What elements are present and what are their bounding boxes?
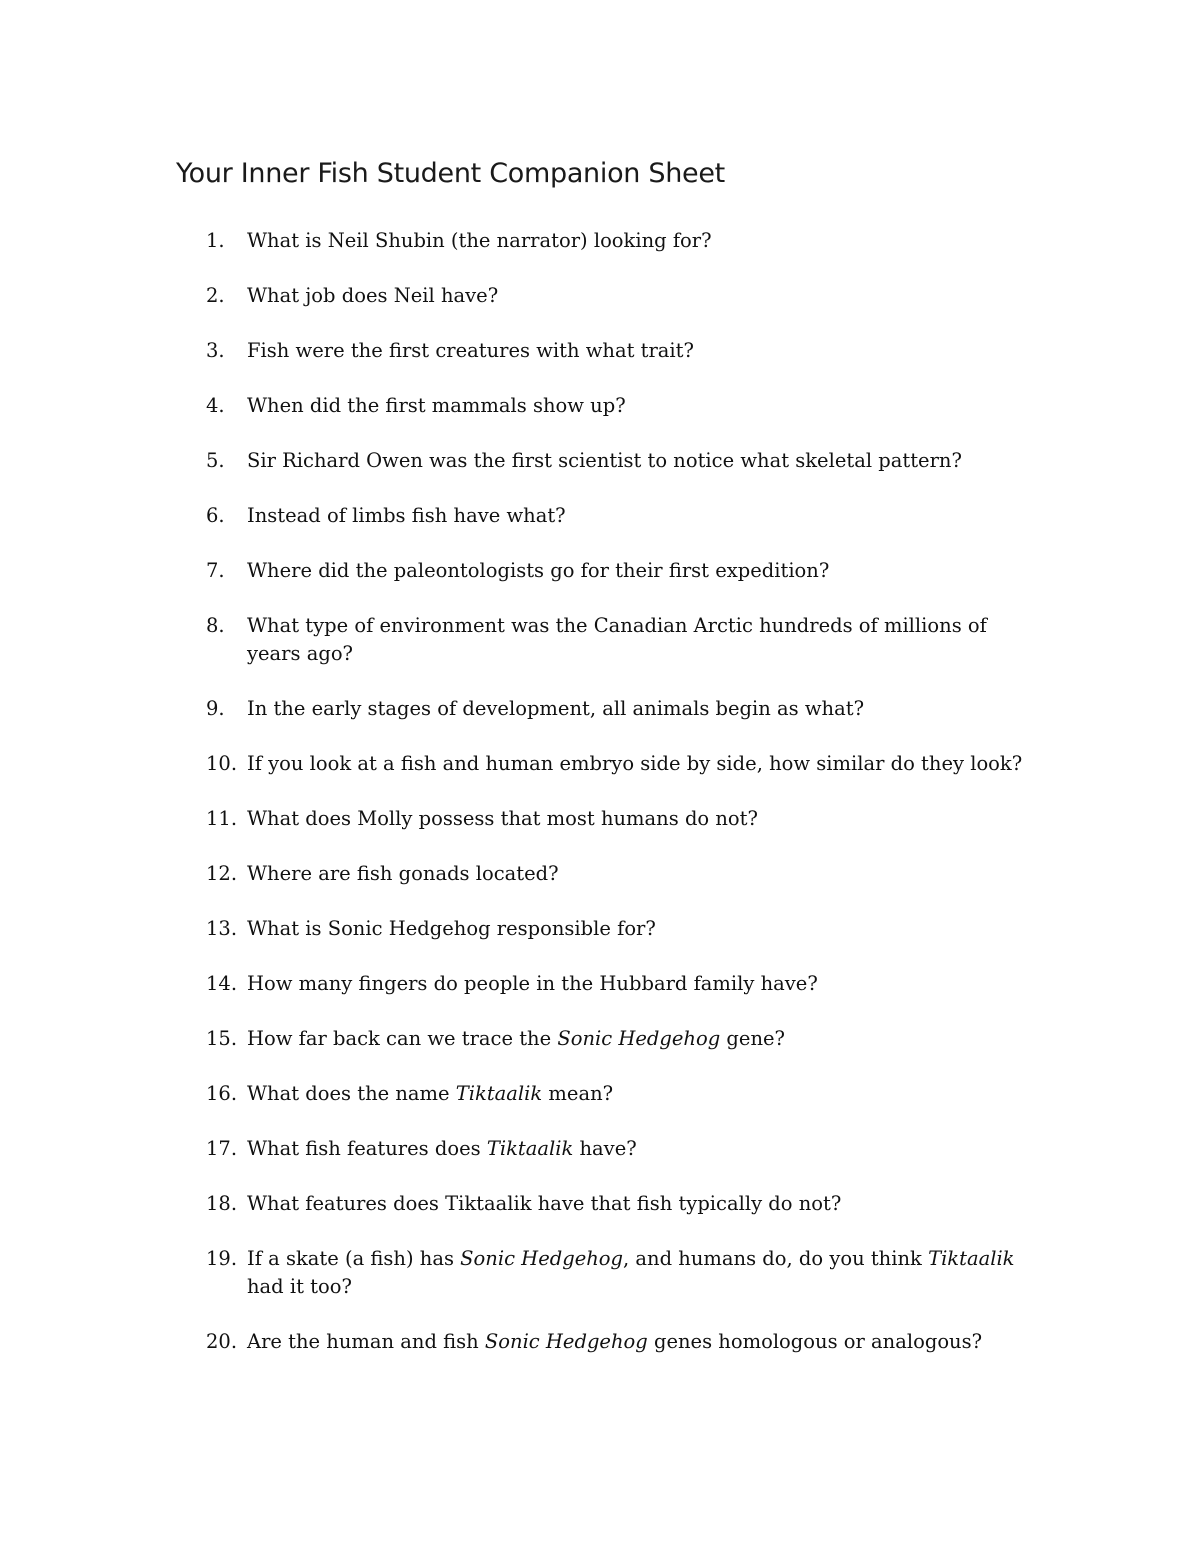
question-item <box>206 970 1026 998</box>
question-text-segment: Instead of limbs fish have what? <box>247 504 566 527</box>
page-title: Your Inner Fish Student Companion Sheet <box>176 158 725 189</box>
question-text-segment: mean? <box>542 1082 614 1105</box>
question-text <box>247 1027 785 1050</box>
question-text <box>247 697 864 720</box>
question-number: 17. <box>206 1137 238 1160</box>
question-number: 12. <box>206 862 238 885</box>
question-number: 3. <box>206 339 225 362</box>
question-text <box>247 807 758 830</box>
question-text-segment: , and humans do, do you think <box>623 1247 929 1270</box>
question-number: 5. <box>206 449 225 472</box>
question-text-segment: genes homologous or analogous? <box>647 1330 983 1353</box>
question-text-segment: What does the name <box>247 1082 456 1105</box>
question-text <box>247 614 987 665</box>
question-text-italic: Tiktaalik <box>928 1247 1015 1270</box>
question-number: 10. <box>206 752 238 775</box>
question-text-segment: If a skate (a fish) has <box>247 1247 461 1270</box>
question-text-segment: What is Neil Shubin (the narrator) looking for? <box>247 229 712 252</box>
question-number: 13. <box>206 917 238 940</box>
question-item <box>206 695 1026 723</box>
question-text-italic: Sonic Hedgehog <box>460 1247 624 1270</box>
question-number: 9. <box>206 697 225 720</box>
question-text-segment: Fish were the first creatures with what trait? <box>247 339 694 362</box>
question-number: 4. <box>206 394 225 417</box>
question-text <box>247 972 818 995</box>
question-item <box>206 1190 1026 1218</box>
question-item <box>206 1025 1026 1053</box>
question-text-segment: When did the first mammals show up? <box>247 394 626 417</box>
question-item <box>206 750 1026 778</box>
question-item <box>206 1135 1026 1163</box>
question-text-segment: What is Sonic Hedgehog responsible for? <box>247 917 656 940</box>
question-text <box>247 559 829 582</box>
question-item <box>206 1328 1026 1356</box>
question-number: 7. <box>206 559 225 582</box>
question-number: 16. <box>206 1082 238 1105</box>
question-item <box>206 447 1026 475</box>
question-text <box>247 284 498 307</box>
question-number: 20. <box>206 1330 238 1353</box>
question-text-italic: Tiktaalik <box>455 1082 543 1105</box>
question-text-segment: How far back can we trace the <box>247 1027 558 1050</box>
question-item <box>206 612 1026 668</box>
question-text-segment: had it too? <box>247 1275 352 1298</box>
question-number: 14. <box>206 972 238 995</box>
question-item <box>206 1080 1026 1108</box>
question-text-italic: Sonic Hedgehog <box>557 1027 721 1050</box>
question-text-italic: Sonic Hedgehog <box>484 1330 648 1353</box>
question-text-segment: What type of environment was the Canadian Arctic hundreds of millions of years ago? <box>247 614 987 665</box>
question-item <box>206 227 1026 255</box>
question-text-segment: In the early stages of development, all animals begin as what? <box>247 697 865 720</box>
question-text-segment: What features does Tiktaalik have that fish typically do not? <box>247 1192 842 1215</box>
question-text <box>247 1192 841 1215</box>
question-item <box>206 805 1026 833</box>
question-number: 2. <box>206 284 225 307</box>
question-text <box>247 449 962 472</box>
question-text <box>247 862 559 885</box>
question-text <box>247 1137 637 1160</box>
question-text-segment: Where are fish gonads located? <box>247 862 559 885</box>
question-number: 18. <box>206 1192 238 1215</box>
question-text <box>247 394 626 417</box>
question-item <box>206 337 1026 365</box>
question-text-segment: Sir Richard Owen was the first scientist to notice what skeletal pattern? <box>247 449 962 472</box>
question-text <box>247 504 566 527</box>
question-list <box>206 227 1026 1383</box>
question-item <box>206 392 1026 420</box>
question-text-segment: What fish features does <box>247 1137 487 1160</box>
question-number: 11. <box>206 807 238 830</box>
question-text <box>247 1082 613 1105</box>
question-text-segment: What job does Neil have? <box>247 284 499 307</box>
question-item <box>206 502 1026 530</box>
question-number: 15. <box>206 1027 238 1050</box>
question-text-segment: have? <box>573 1137 637 1160</box>
question-item <box>206 1245 1026 1301</box>
question-text-segment: How many fingers do people in the Hubbard family have? <box>247 972 818 995</box>
question-text <box>247 339 694 362</box>
question-text <box>247 229 712 252</box>
question-item <box>206 915 1026 943</box>
question-text <box>247 1330 982 1353</box>
question-number: 8. <box>206 614 225 637</box>
question-text <box>247 917 656 940</box>
question-text-italic: Tiktaalik <box>486 1137 574 1160</box>
question-item <box>206 860 1026 888</box>
question-text-segment: What does Molly possess that most humans do not? <box>247 807 758 830</box>
question-number: 19. <box>206 1247 238 1270</box>
question-number: 1. <box>206 229 225 252</box>
question-text-segment: Are the human and fish <box>247 1330 485 1353</box>
question-text-segment: gene? <box>720 1027 785 1050</box>
question-text <box>247 1247 1015 1298</box>
question-text <box>247 752 1022 775</box>
question-item <box>206 557 1026 585</box>
question-number: 6. <box>206 504 225 527</box>
question-text-segment: Where did the paleontologists go for their first expedition? <box>247 559 830 582</box>
question-text-segment: If you look at a fish and human embryo side by side, how similar do they look? <box>247 752 1023 775</box>
question-item <box>206 282 1026 310</box>
